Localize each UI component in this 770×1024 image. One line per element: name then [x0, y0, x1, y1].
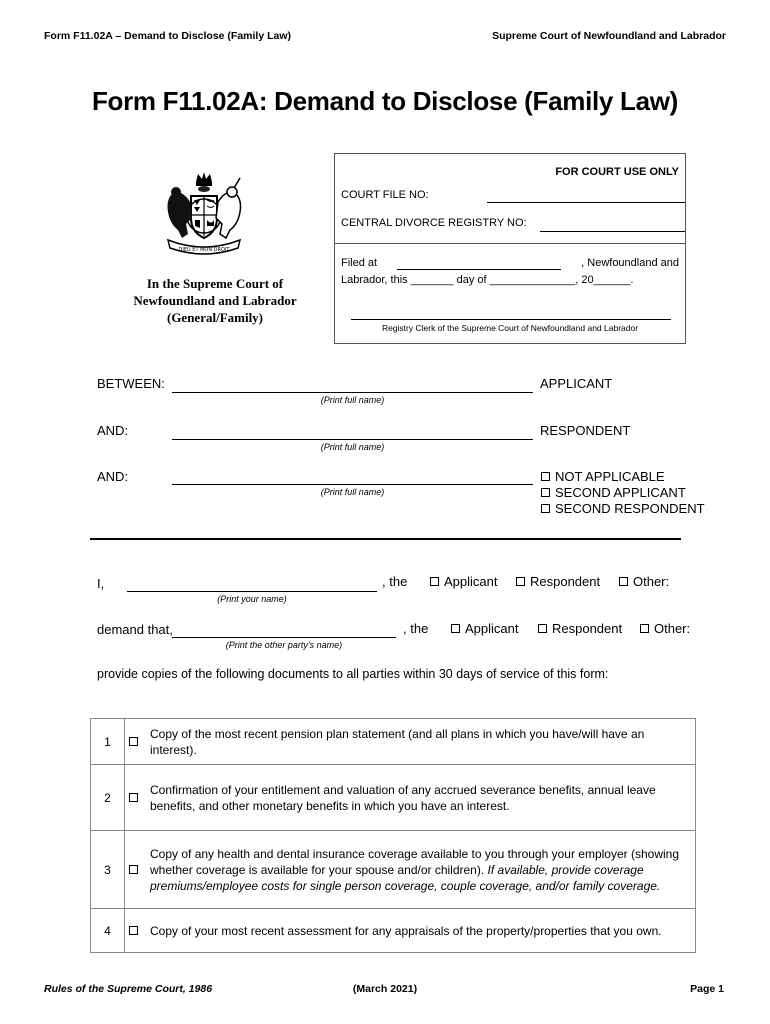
- court-box-divider: [335, 243, 685, 244]
- the-label-2: , the: [403, 621, 429, 636]
- not-applicable-checkbox[interactable]: [541, 472, 550, 481]
- declarant-applicant-checkbox[interactable]: [430, 577, 439, 586]
- document-checkbox-cell[interactable]: [125, 765, 148, 831]
- declarant-respondent-option[interactable]: Respondent: [516, 574, 600, 589]
- the-label-1: , the: [382, 574, 408, 589]
- applicant-name-field[interactable]: [172, 392, 533, 393]
- third-party-print-hint: (Print full name): [320, 487, 385, 497]
- second-applicant-checkbox[interactable]: [541, 488, 550, 497]
- court-use-box: [334, 153, 686, 344]
- declarant-applicant-option[interactable]: Applicant: [430, 574, 497, 589]
- royal-coat-of-arms-icon: [158, 168, 250, 260]
- respondent-label: RESPONDENT: [540, 423, 631, 438]
- respondent-name-field[interactable]: [172, 439, 533, 440]
- document-checkbox-cell[interactable]: [125, 831, 148, 909]
- court-name-line2: Newfoundland and Labrador: [133, 293, 297, 308]
- document-3-checkbox[interactable]: [129, 865, 138, 874]
- declarant-respondent-checkbox[interactable]: [516, 577, 525, 586]
- document-row-2: [91, 765, 696, 831]
- section-divider: [90, 538, 681, 540]
- divorce-registry-label: CENTRAL DIVORCE REGISTRY NO:: [341, 217, 527, 229]
- your-name-field[interactable]: [127, 591, 377, 592]
- court-name-line1: In the Supreme Court of: [146, 276, 284, 291]
- other-party-other-checkbox[interactable]: [640, 624, 649, 633]
- document-checkbox-cell[interactable]: [125, 719, 148, 765]
- document-row-1: [91, 719, 696, 765]
- document-checkbox-cell[interactable]: [125, 909, 148, 953]
- i-label: I,: [97, 576, 105, 591]
- option-not-applicable[interactable]: NOT APPLICABLE: [541, 469, 705, 485]
- option-second-applicant[interactable]: SECOND APPLICANT: [541, 485, 705, 501]
- court-file-no-field[interactable]: [487, 202, 685, 203]
- applicant-label: APPLICANT: [540, 376, 613, 391]
- other-party-respondent-checkbox[interactable]: [538, 624, 547, 633]
- applicant-print-hint: (Print full name): [320, 395, 385, 405]
- registry-clerk-signature[interactable]: [351, 319, 671, 320]
- other-party-applicant-checkbox[interactable]: [451, 624, 460, 633]
- court-use-heading: FOR COURT USE ONLY: [555, 166, 679, 178]
- other-party-other-option[interactable]: Other:: [640, 621, 690, 636]
- document-row-3: [91, 831, 696, 909]
- document-row-4: [91, 909, 696, 953]
- document-text: Copy of your most recent assessment for any appraisals of the property/properties that you own.: [147, 909, 696, 953]
- page-title: Form F11.02A: Demand to Disclose (Family Law): [91, 86, 679, 116]
- header-form-title: Form F11.02A – Demand to Disclose (Family Law): [44, 30, 292, 42]
- document-number: 2: [91, 765, 125, 831]
- document-number: 4: [91, 909, 125, 953]
- and-label: AND:: [97, 423, 129, 438]
- document-2-checkbox[interactable]: [129, 793, 138, 802]
- between-label: BETWEEN:: [97, 376, 165, 391]
- other-party-name-field[interactable]: [172, 637, 396, 638]
- option-second-respondent[interactable]: SECOND RESPONDENT: [541, 501, 705, 517]
- other-party-hint: (Print the other party’s name): [225, 640, 343, 650]
- svg-text:DIEU ET MON DROIT: DIEU ET MON DROIT: [178, 247, 230, 253]
- document-number: 3: [91, 831, 125, 909]
- header-court-name: Supreme Court of Newfoundland and Labrador: [492, 30, 726, 42]
- footer-date: (March 2021): [352, 983, 418, 995]
- filed-date-line: Labrador, this _______ day of ______________, 20______.: [341, 274, 634, 286]
- document-text: Confirmation of your entitlement and valuation of any accrued severance benefits, annual leave benefits, and other monetary benefits in which you have an interest.: [147, 765, 696, 831]
- divorce-registry-field[interactable]: [540, 231, 685, 232]
- third-party-options: [541, 469, 705, 517]
- court-name-line3: (General/Family): [166, 310, 264, 325]
- other-party-applicant-option[interactable]: Applicant: [451, 621, 518, 636]
- demand-that-label: demand that,: [97, 622, 173, 637]
- document-text: Copy of the most recent pension plan statement (and all plans in which you have/will have an interest).: [147, 719, 696, 765]
- declarant-other-checkbox[interactable]: [619, 577, 628, 586]
- registry-clerk-label: Registry Clerk of the Supreme Court of Newfoundland and Labrador: [381, 323, 639, 333]
- filed-at-field[interactable]: [397, 269, 561, 270]
- filed-at-label: Filed at: [341, 257, 378, 269]
- your-name-hint: (Print your name): [217, 594, 287, 604]
- document-text: Copy of any health and dental insurance coverage available to you through your employer (showing whether coverage is available for your spouse and/or children). If available, provide coverage premiums/employee costs for single person coverage, couple coverage, and/or family coverage.: [147, 831, 696, 909]
- document-number: 1: [91, 719, 125, 765]
- footer-rules: Rules of the Supreme Court, 1986: [44, 983, 213, 995]
- other-party-respondent-option[interactable]: Respondent: [538, 621, 622, 636]
- provide-copies-text: provide copies of the following documents to all parties within 30 days of service of this form:: [97, 667, 609, 681]
- respondent-print-hint: (Print full name): [320, 442, 385, 452]
- court-name-block: [92, 275, 338, 326]
- court-file-no-label: COURT FILE NO:: [341, 189, 429, 201]
- footer-page-number: Page 1: [690, 983, 724, 995]
- second-respondent-checkbox[interactable]: [541, 504, 550, 513]
- filed-at-province: , Newfoundland and: [581, 257, 679, 269]
- documents-table: [90, 718, 696, 953]
- third-party-name-field[interactable]: [172, 484, 533, 485]
- and2-label: AND:: [97, 469, 129, 484]
- declarant-other-option[interactable]: Other:: [619, 574, 669, 589]
- document-4-checkbox[interactable]: [129, 926, 138, 935]
- document-1-checkbox[interactable]: [129, 737, 138, 746]
